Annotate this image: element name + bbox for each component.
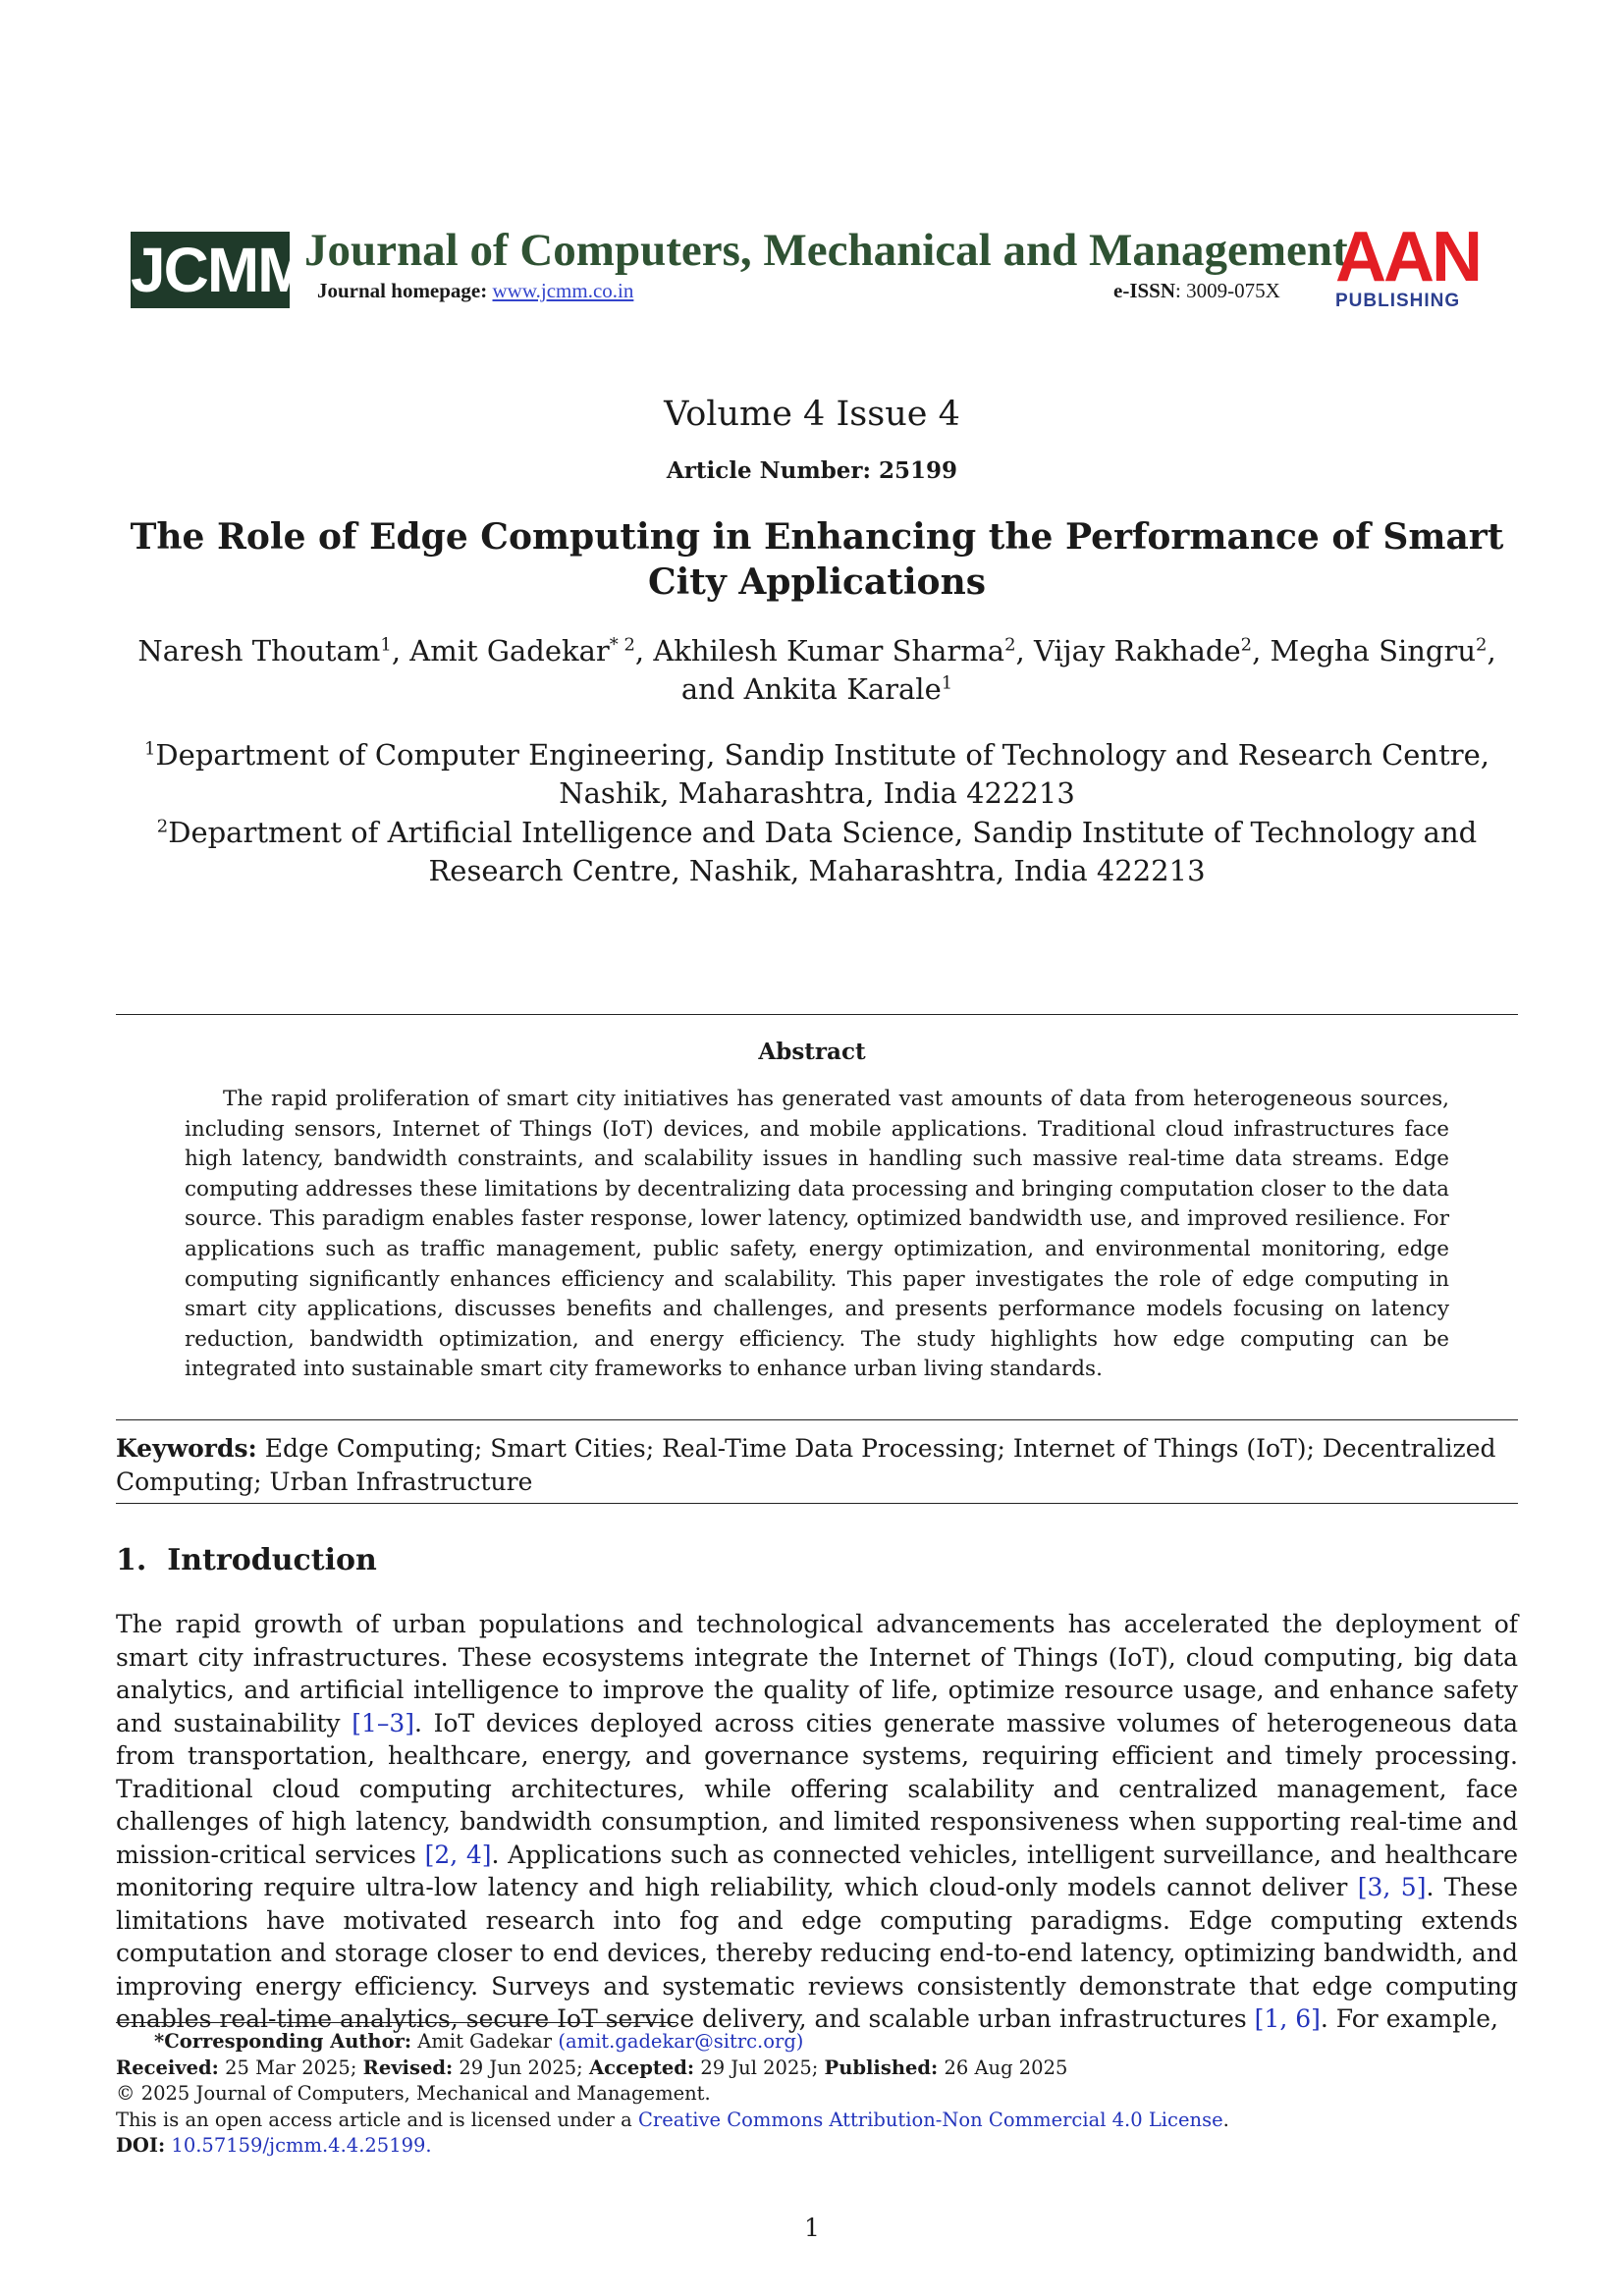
author-name: Amit Gadekar [409, 634, 610, 667]
corresponding-author [116, 2029, 1518, 2056]
intro-text-3: . Applications such as connected vehicles, intelligent surveillance, and healthcare monitoring require ultra-low latency and high reliability, which cloud-only models cannot deliver [116, 1840, 1518, 1901]
affiliation-1-text: Department of Computer Engineering, Sandip Institute of Technology and Research Centre, Nashik, Maharashtra, India 422213 [155, 738, 1490, 810]
author-name: Vijay Rakhade [1033, 634, 1241, 667]
journal-homepage: Journal homepage: www.jcmm.co.in [317, 279, 634, 302]
footnotes [116, 2029, 1518, 2160]
author-affiliation-mark: 2 [1240, 634, 1253, 656]
license-end: . [1222, 2108, 1229, 2131]
license-line [116, 2108, 1518, 2134]
citation-link[interactable]: [1–3] [352, 1708, 415, 1737]
author-separator: , and [680, 634, 1496, 706]
intro-text-5: . For example, [1320, 2004, 1498, 2033]
dates-line [116, 2056, 1518, 2082]
affiliation-2 [116, 814, 1518, 890]
license-text: This is an open access article and is licensed under a [116, 2108, 639, 2131]
published-label: Published: [824, 2056, 939, 2079]
keywords [116, 1432, 1518, 1499]
publisher-logo-letters: AAN [1335, 218, 1480, 296]
abstract-top-rule [116, 1014, 1518, 1015]
issn-label: e-ISSN [1113, 279, 1176, 302]
volume-issue: Volume 4 Issue 4 [664, 395, 960, 434]
affiliation-1-mark: 1 [143, 738, 156, 760]
author-affiliation-mark: 1 [941, 672, 953, 694]
received-date: 25 Mar 2025; [225, 2056, 357, 2079]
affiliation-2-mark: 2 [156, 816, 169, 837]
author-separator: , [391, 634, 410, 667]
author-separator: , [634, 634, 654, 667]
author-separator: , [1252, 634, 1271, 667]
doi-label: DOI: [116, 2134, 166, 2157]
author-separator: , [1015, 634, 1034, 667]
corresponding-author-name: Amit Gadekar [417, 2030, 553, 2053]
keywords-top-rule [116, 1419, 1518, 1420]
license-link[interactable]: Creative Commons Attribution-Non Commercial 4.0 License [638, 2108, 1223, 2131]
doi-link[interactable]: 10.57159/jcmm.4.4.25199. [171, 2134, 432, 2157]
intro-text-4: . These limitations have motivated research into fog and edge computing paradigms. Edge computing extends computation and storage closer to end devices, thereby reducing end-to-end latency, optimizing bandwidth, and improving energy efficiency. Surveys and systematic reviews consistently demonstrate that edge computing enables real-time analytics, secure IoT service delivery, and scalable urban infrastructures [116, 1873, 1519, 2033]
revised-label: Revised: [362, 2056, 454, 2079]
homepage-label: Journal homepage [317, 279, 481, 302]
published-date: 26 Aug 2025 [944, 2056, 1068, 2079]
introduction-paragraph [116, 1608, 1518, 2036]
received-label: Received: [116, 2056, 219, 2079]
publisher-logo-sub: PUBLISHING [1335, 291, 1461, 311]
keywords-bottom-rule [116, 1503, 1518, 1504]
revised-date: 29 Jun 2025; [459, 2056, 583, 2079]
intro-text-1: The rapid growth of urban populations and technological advancements has accelerated the deployment of smart city infrastructures. These ecosystems integrate the Internet of Things (IoT), cloud computing, big data analytics, and artificial intelligence to improve the quality of life, optimize resource usage, and enhance safety and sustainability [116, 1610, 1518, 1737]
keywords-text: Edge Computing; Smart Cities; Real-Time Data Processing; Internet of Things (IoT); Decentralized Computing; Urban Infrastructure [116, 1434, 1496, 1496]
author-affiliation-mark: 1 [380, 634, 392, 656]
issn-value: 3009-075X [1186, 279, 1280, 302]
footnote-rule [116, 2022, 677, 2023]
author-affiliation-mark: 2 [1476, 634, 1488, 656]
keywords-label: Keywords: [116, 1434, 257, 1463]
author-name: Akhilesh Kumar Sharma [653, 634, 1005, 667]
accepted-date: 29 Jul 2025; [700, 2056, 819, 2079]
citation-link[interactable]: [3, 5] [1357, 1873, 1427, 1901]
citation-link[interactable]: [1, 6] [1254, 2004, 1321, 2033]
publisher-logo [1335, 218, 1502, 312]
citation-link[interactable]: [2, 4] [424, 1840, 492, 1869]
affiliation-2-text: Department of Artificial Intelligence and Data Science, Sandip Institute of Technology and Research Centre, Nashik, Maharashtra, India 422213 [168, 816, 1478, 887]
intro-text-2: . IoT devices deployed across cities generate massive volumes of heterogeneous data from transportation, healthcare, energy, and governance systems, requiring efficient and timely processing. Traditional cloud computing architectures, while offering scalability and centralized management, face challenges of high latency, bandwidth consumption, and limited responsiveness when supporting real-time and mission-critical services [116, 1708, 1519, 1869]
corresponding-author-label: *Corresponding Author: [154, 2030, 412, 2053]
author-affiliation-mark: 2 [1004, 634, 1016, 656]
journal-logo: JCMM [131, 232, 290, 308]
affiliation-1 [116, 736, 1518, 813]
journal-title: Journal of Computers, Mechanical and Management [304, 225, 1348, 276]
author-name: Ankita Karale [743, 672, 942, 706]
issn: e-ISSN: 3009-075X [1113, 279, 1280, 302]
accepted-label: Accepted: [588, 2056, 695, 2079]
abstract-heading: Abstract [758, 1039, 866, 1065]
author-name: Naresh Thoutam [137, 634, 381, 667]
abstract-text: The rapid proliferation of smart city initiatives has generated vast amounts of data from heterogeneous sources, including sensors, Internet of Things (IoT) devices, and mobile applications. Traditional cloud infrastructures face high latency, bandwidth constraints, and scalability issues in handling such massive real-time data streams. Edge computing addresses these limitations by decentralizing data processing and bringing computation closer to the data source. This paradigm enables faster response, lower latency, optimized bandwidth use, and improved resilience. For applications such as traffic management, public safety, energy optimization, and environmental monitoring, edge computing significantly enhances efficiency and scalability. This paper investigates the role of edge computing in smart city applications, discusses benefits and challenges, and presents performance models focusing on latency reduction, bandwidth optimization, and energy efficiency. The study highlights how edge computing can be integrated into sustainable smart city frameworks to enhance urban living standards. [185, 1087, 1449, 1382]
author-list [116, 632, 1518, 709]
article-number: Article Number: 25199 [666, 457, 958, 484]
homepage-link[interactable]: www.jcmm.co.in [492, 279, 634, 302]
section-heading-introduction: 1. Introduction [116, 1543, 377, 1577]
page-number: 1 [804, 2214, 820, 2242]
paper-title: The Role of Edge Computing in Enhancing the Performance of Smart City Applications [130, 516, 1504, 603]
author-affiliation-mark: * 2 [609, 634, 635, 656]
copyright-line: © 2025 Journal of Computers, Mechanical and Management. [116, 2082, 711, 2105]
doi-line [116, 2133, 1518, 2160]
author-name: Megha Singru [1270, 634, 1477, 667]
corresponding-email-link[interactable]: (amit.gadekar@sitrc.org) [558, 2030, 804, 2053]
